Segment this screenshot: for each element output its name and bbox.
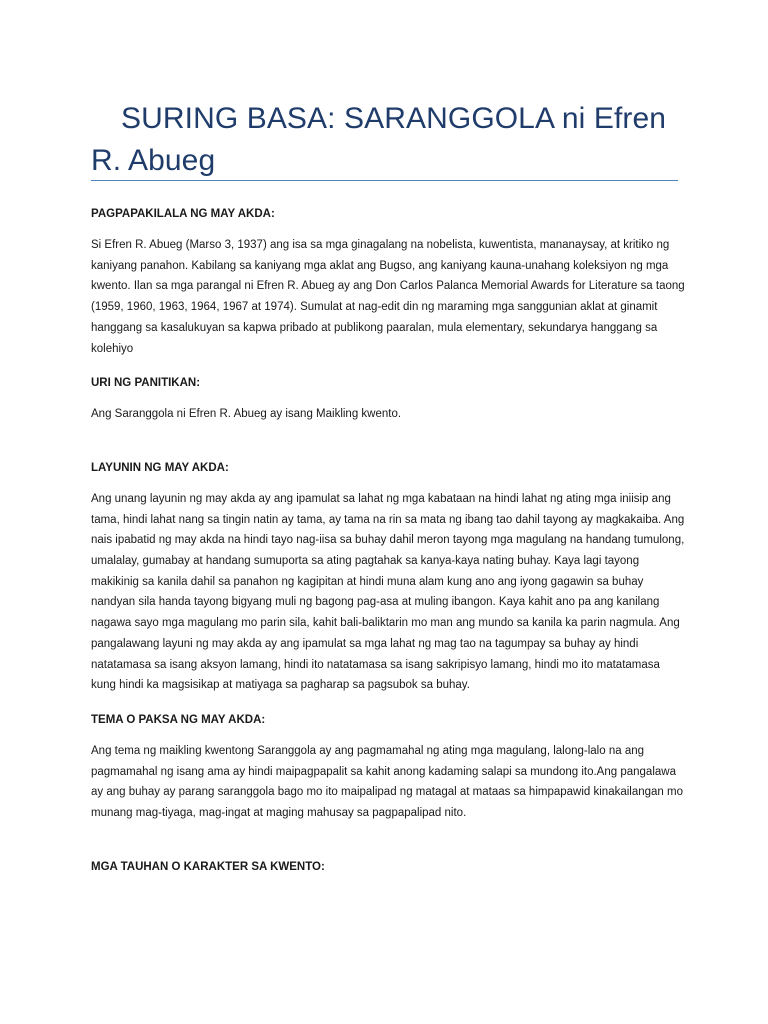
section-heading-author-intro: PAGPAPAKILALA NG MAY AKDA: [91, 208, 275, 220]
section-body-author-purpose: Ang unang layunin ng may akda ay ang ipamulat sa lahat ng mga kabataan na hindi lahat ng ating mga iniisip ang tama, hindi lahat nang sa tingin natin ay tama, ay tama na rin sa mata ng ibang tao dahil tayong ay magkakaiba. Ang nais ipabatid ng may akda na hindi tayo nag-iisa sa buhay dahil meron tayong mga magulang na handang tumulong, umalalay, gumabay at handang sumuporta sa ating pagtahak sa kanya-kaya nating buhay. Kaya lagi tayong makikinig sa kanila dahil sa panahon ng kagipitan at hindi muna alam kung ano ang iyong gagawin sa buhay nandyan sila handa tayong bigyang muli ng bagong pag-asa at muling ibangon. Kaya kahit ano pa ang kanilang nagawa sayo mga magulang mo parin sila, kahit bali-baliktarin mo man ang mundo sa kanila ka parin nagmula. Ang pangalawang layuni ng may akda ay ang ipamulat sa mga lahat ng mag tao na tagumpay sa buhay ay hindi natatamasa sa isang aksyon lamang, hindi ito natatamasa sa isang sakripisyo lamang, hindi mo ito matatamasa kung hindi ka magsisikap at matiyaga sa pagharap sa pagsubok sa buhay. [91, 492, 685, 692]
document-title: SURING BASA: SARANGGOLA ni Efren R. Abueg [91, 102, 667, 177]
section-body-literature-type: Ang Saranggola ni Efren R. Abueg ay isang Maikling kwento. [91, 408, 402, 421]
section-heading-characters: MGA TAUHAN O KARAKTER SA KWENTO: [91, 860, 325, 873]
section-heading-author-purpose: LAYUNIN NG MAY AKDA: [91, 461, 229, 474]
section-body-author-intro: Si Efren R. Abueg (Marso 3, 1937) ang isa sa mga ginagalang na nobelista, kuwentista, mananaysay, at kritiko ng kaniyang panahon. Kabilang sa kaniyang mga aklat ang Bugso, ang kaniyang kauna-unahang koleksiyon ng mga kwento. Ilan sa mga parangal ni Efren R. Abueg ay ang Don Carlos Palanca Memorial Awards for Literature sa taong (1959, 1960, 1963, 1964, 1967 at 1974). Sumulat at nag-edit din ng maraming mga sanggunian aklat at ginamit hanggang sa kasalukuyan sa kapwa pribado at publikong paaralan, mula elementary, sekundarya hanggang sa kolehiyo [91, 239, 685, 355]
section-heading-theme: TEMA O PAKSA NG MAY AKDA: [91, 713, 266, 726]
section-body-theme: Ang tema ng maikling kwentong Saranggola ay ang pagmamahal ng ating mga magulang, lalong-lalo na ang pagmamahal ng isang ama ay hindi maipagpapalit sa kahit anong kadaming salapi sa mundong ito.Ang pangalawa ay ang buhay ay parang saranggola bago mo ito maipalipad ng matagal at mataas sa himpapawid kinakailangan mo munang mag-tiyaga, mag-ingat at maging mahusay sa pagpapalipad nito. [91, 744, 683, 820]
title-underline [91, 180, 678, 181]
document-body [91, 204, 686, 877]
section-heading-literature-type: URI NG PANITIKAN: [91, 377, 201, 390]
